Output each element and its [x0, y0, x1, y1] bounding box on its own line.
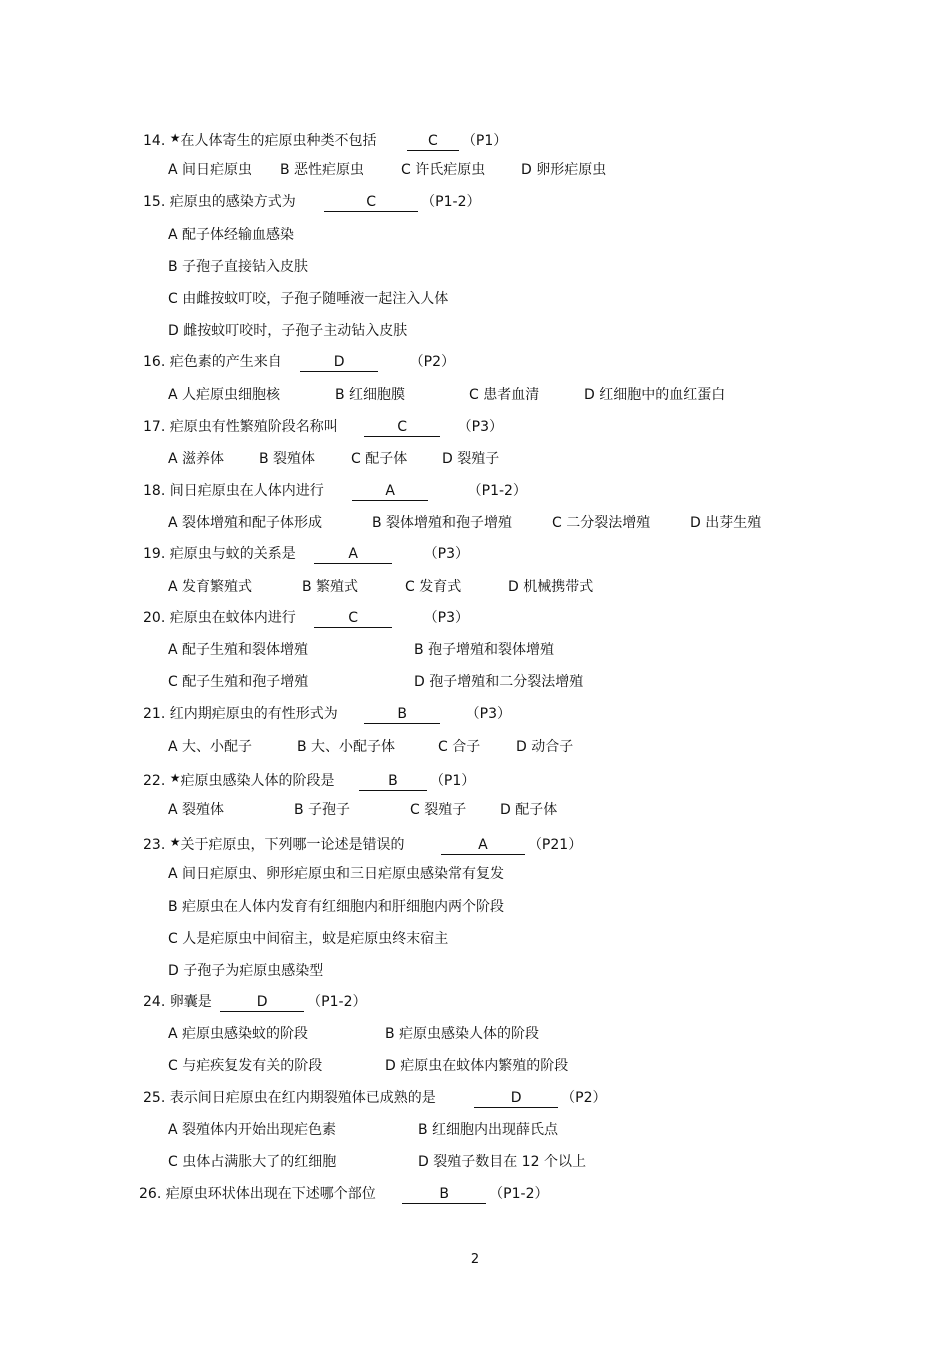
question-19	[143, 545, 469, 564]
option-a: A 疟原虫感染蚊的阶段	[168, 1026, 309, 1042]
option-a: A 配子体经输血感染	[168, 227, 295, 243]
option-b: B 疟原虫感染人体的阶段	[385, 1026, 540, 1042]
option-d: D 卵形疟原虫	[521, 162, 607, 178]
option-d: D 雌按蚊叮咬时，子孢子主动钻入皮肤	[168, 323, 408, 339]
question-24	[143, 993, 366, 1012]
answer-blank: B	[364, 705, 440, 724]
option-a: A 间日疟原虫、卵形疟原虫和三日疟原虫感染常有复发	[168, 866, 505, 882]
option-d: D 裂殖子	[442, 451, 500, 467]
option-a: A 人疟原虫细胞核	[168, 387, 281, 403]
question-text: 卵囊是	[169, 994, 212, 1010]
question-number: 25.	[143, 1090, 166, 1106]
option-b: B 孢子增殖和裂体增殖	[414, 642, 555, 658]
option-d: D 红细胞中的血红蛋白	[584, 387, 726, 403]
question-text: 间日疟原虫在人体内进行	[169, 483, 324, 499]
option-a: A 大、小配子	[168, 739, 253, 755]
answer-blank: C	[407, 132, 459, 151]
star-icon: ★	[169, 835, 181, 849]
option-c: C 合子	[438, 739, 481, 755]
answer-blank: D	[220, 993, 304, 1012]
star-icon: ★	[169, 771, 181, 785]
page-ref: （P1-2）	[467, 483, 527, 499]
question-25	[143, 1089, 607, 1108]
question-number: 23.	[143, 837, 166, 853]
option-c: C 发育式	[405, 579, 462, 595]
page-ref: （P3）	[423, 546, 469, 562]
option-d: D 动合子	[516, 739, 574, 755]
option-b: B 裂殖体	[259, 451, 316, 467]
answer-blank: A	[352, 482, 428, 501]
question-text: 疟原虫感染人体的阶段是	[180, 773, 335, 789]
question-20	[143, 609, 469, 628]
answer-blank: D	[300, 353, 378, 372]
question-text: 在人体寄生的疟原虫种类不包括	[180, 133, 377, 149]
question-text: 疟原虫与蚊的关系是	[169, 546, 296, 562]
question-number: 17.	[143, 419, 166, 435]
option-c: C 人是疟原虫中间宿主，蚊是疟原虫终末宿主	[168, 931, 449, 947]
option-a: A 裂殖体	[168, 802, 225, 818]
option-b: B 红细胞内出现薛氏点	[418, 1122, 559, 1138]
question-text: 表示间日疟原虫在红内期裂殖体已成熟的是	[169, 1090, 436, 1106]
question-number: 26.	[139, 1186, 162, 1202]
option-d: D 出芽生殖	[690, 515, 762, 531]
option-c: C 虫体占满胀大了的红细胞	[168, 1154, 337, 1170]
option-c: C 裂殖子	[410, 802, 467, 818]
page-ref: （P1）	[461, 133, 508, 149]
question-text: 疟原虫环状体出现在下述哪个部位	[165, 1186, 376, 1202]
page-ref: （P3）	[457, 419, 503, 435]
option-d: D 配子体	[500, 802, 558, 818]
option-c: C 配子体	[351, 451, 408, 467]
option-d: D 机械携带式	[508, 579, 594, 595]
question-text: 疟原虫有性繁殖阶段名称叫	[169, 419, 338, 435]
question-number: 18.	[143, 483, 166, 499]
page-ref: （P1-2）	[307, 994, 367, 1010]
option-b: B 恶性疟原虫	[280, 162, 365, 178]
option-a: A 发育繁殖式	[168, 579, 253, 595]
answer-blank: C	[324, 193, 418, 212]
star-icon: ★	[169, 131, 181, 145]
option-d: D 疟原虫在蚊体内繁殖的阶段	[385, 1058, 569, 1074]
option-b: B 疟原虫在人体内发育有红细胞内和肝细胞内两个阶段	[168, 899, 505, 915]
answer-blank: D	[474, 1089, 558, 1108]
option-c: C 由雌按蚊叮咬，子孢子随唾液一起注入人体	[168, 291, 449, 307]
question-number: 19.	[143, 546, 166, 562]
question-17	[143, 418, 503, 437]
option-a: A 滋养体	[168, 451, 225, 467]
option-a: A 配子生殖和裂体增殖	[168, 642, 309, 658]
option-c: C 配子生殖和孢子增殖	[168, 674, 309, 690]
question-22	[143, 769, 475, 791]
question-text: 疟原虫在蚊体内进行	[169, 610, 296, 626]
question-number: 15.	[143, 194, 166, 210]
option-b: B 红细胞膜	[335, 387, 406, 403]
question-15	[143, 193, 480, 212]
question-text: 关于疟原虫，下列哪一论述是错误的	[180, 837, 405, 853]
page-ref: （P2）	[409, 354, 455, 370]
option-a: A 间日疟原虫	[168, 162, 253, 178]
option-c: C 许氏疟原虫	[401, 162, 486, 178]
option-b: B 裂体增殖和孢子增殖	[372, 515, 513, 531]
answer-blank: C	[314, 609, 392, 628]
option-b: B 子孢子	[294, 802, 351, 818]
answer-blank: A	[314, 545, 392, 564]
question-16	[143, 353, 455, 372]
option-d: D 裂殖子数目在 12 个以上	[418, 1154, 586, 1170]
option-c: C 患者血清	[469, 387, 540, 403]
page-ref: （P1-2）	[421, 194, 481, 210]
option-b: B 子孢子直接钻入皮肤	[168, 259, 309, 275]
page-ref: （P3）	[465, 706, 511, 722]
question-number: 16.	[143, 354, 166, 370]
question-number: 24.	[143, 994, 166, 1010]
page-ref: （P3）	[423, 610, 469, 626]
question-text: 疟色素的产生来自	[169, 354, 282, 370]
option-b: B 繁殖式	[302, 579, 359, 595]
option-d: D 孢子增殖和二分裂法增殖	[414, 674, 584, 690]
question-text: 红内期疟原虫的有性形式为	[169, 706, 338, 722]
answer-blank: B	[402, 1185, 486, 1204]
option-c: C 二分裂法增殖	[552, 515, 651, 531]
answer-blank: B	[359, 772, 427, 791]
question-14	[143, 129, 507, 151]
question-18	[143, 482, 527, 501]
page-ref: （P1）	[429, 773, 476, 789]
page-number: 2	[470, 1252, 480, 1267]
question-23	[143, 833, 582, 855]
question-number: 22.	[143, 773, 166, 789]
option-c: C 与疟疾复发有关的阶段	[168, 1058, 323, 1074]
question-number: 21.	[143, 706, 166, 722]
question-26	[139, 1185, 548, 1204]
page-ref: （P1-2）	[489, 1186, 549, 1202]
option-a: A 裂体增殖和配子体形成	[168, 515, 323, 531]
option-b: B 大、小配子体	[297, 739, 396, 755]
answer-blank: A	[441, 836, 525, 855]
page-ref: （P21）	[527, 837, 583, 853]
question-number: 14.	[143, 133, 166, 149]
page-ref: （P2）	[561, 1090, 607, 1106]
question-text: 疟原虫的感染方式为	[169, 194, 296, 210]
question-21	[143, 705, 511, 724]
question-number: 20.	[143, 610, 166, 626]
answer-blank: C	[364, 418, 440, 437]
option-a: A 裂殖体内开始出现疟色素	[168, 1122, 337, 1138]
option-d: D 子孢子为疟原虫感染型	[168, 963, 324, 979]
